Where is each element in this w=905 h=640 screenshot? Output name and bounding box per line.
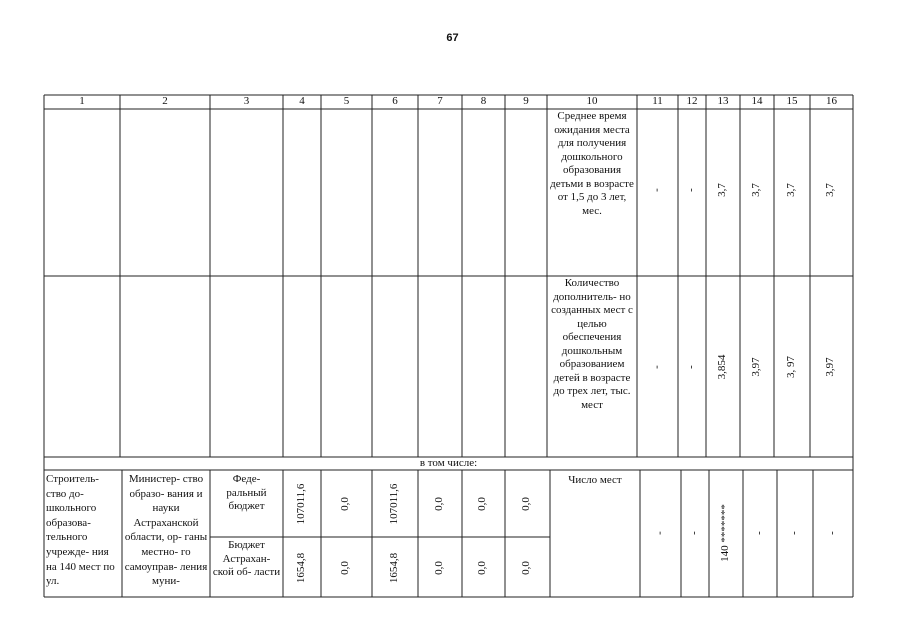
- row-b-c15: 3, 97: [785, 356, 797, 378]
- row-a-c14: 3,7: [750, 183, 762, 197]
- row-b-c16: 3,97: [824, 357, 836, 377]
- col-header-13: 13: [717, 95, 729, 107]
- col-header-15: 15: [786, 95, 798, 107]
- col-header-12: 12: [686, 95, 698, 107]
- col-header-10: 10: [586, 95, 598, 107]
- funding-source-federal: Феде- ральный бюджет: [226, 473, 267, 512]
- col-header-16: 16: [826, 95, 837, 107]
- row-b-c12: -: [685, 365, 697, 369]
- federal-c5: 0,0: [339, 497, 351, 511]
- row-c-c14: -: [753, 531, 765, 535]
- col-header-14: 14: [751, 95, 763, 107]
- federal-c9: 0,0: [520, 497, 532, 511]
- federal-c8: 0,0: [476, 497, 488, 511]
- regional-c6: 1654,8: [388, 552, 400, 584]
- including-label: в том числе:: [419, 457, 478, 469]
- row-b-c14: 3,97: [750, 357, 762, 377]
- regional-c7: 0,0: [433, 561, 445, 575]
- col-header-8: 8: [480, 95, 487, 107]
- col-header-3: 3: [243, 95, 250, 107]
- col-header-9: 9: [523, 95, 529, 107]
- col-header-1: 1: [79, 95, 85, 107]
- indicator-places-count: Число мест: [568, 474, 622, 486]
- col-header-4: 4: [299, 95, 305, 107]
- federal-c6: 107011,6: [388, 483, 400, 525]
- col-header-6: 6: [392, 95, 398, 107]
- row-c-c13: 140 *******: [719, 504, 731, 562]
- indicator-additional-places: Количество дополнитель- но созданных мест с целью обеспечения дошкольным образованием детей в возрасте до трех лет, тыс. мест: [551, 277, 633, 411]
- regional-c5: 0,0: [339, 561, 351, 575]
- row-a-c15: 3,7: [785, 183, 797, 197]
- col-header-11: 11: [652, 95, 663, 107]
- regional-c9: 0,0: [520, 561, 532, 575]
- federal-c4: 107011,6: [295, 483, 307, 525]
- row-b-c13: 3,854: [716, 354, 728, 380]
- funding-source-regional: Бюджет Астрахан- ской об- ласти: [212, 539, 281, 578]
- row-a-c16: 3,7: [824, 183, 836, 197]
- regional-c4: 1654,8: [295, 552, 307, 584]
- regional-c8: 0,0: [476, 561, 488, 575]
- page-number: 67: [446, 32, 459, 44]
- row-c-c11: -: [653, 531, 666, 535]
- object-name: Строитель- ство до- школьного образова- тельного учрежде- ния на 140 мест по ул.: [46, 473, 115, 588]
- row-c-c15: -: [788, 531, 800, 535]
- row-a-c13: 3,7: [716, 183, 728, 197]
- responsible-executor: Министер- ство образо- вания и науки Астраханской области, ор- ганы местно- го самоуправ- ления муни-: [124, 473, 208, 588]
- row-a-c11: -: [650, 188, 663, 192]
- col-header-2: 2: [162, 95, 168, 107]
- row-c-c16: -: [826, 531, 838, 535]
- indicator-wait-time: Среднее время ожидания места для получения дошкольного образования детьми в возрасте от 1,5 до 3 лет, мес.: [550, 110, 634, 217]
- col-header-7: 7: [437, 95, 443, 107]
- col-header-5: 5: [343, 95, 350, 107]
- federal-c7: 0,0: [433, 497, 445, 511]
- row-c-c12: -: [688, 531, 700, 535]
- row-b-c11: -: [650, 365, 663, 369]
- row-a-c12: -: [685, 188, 697, 192]
